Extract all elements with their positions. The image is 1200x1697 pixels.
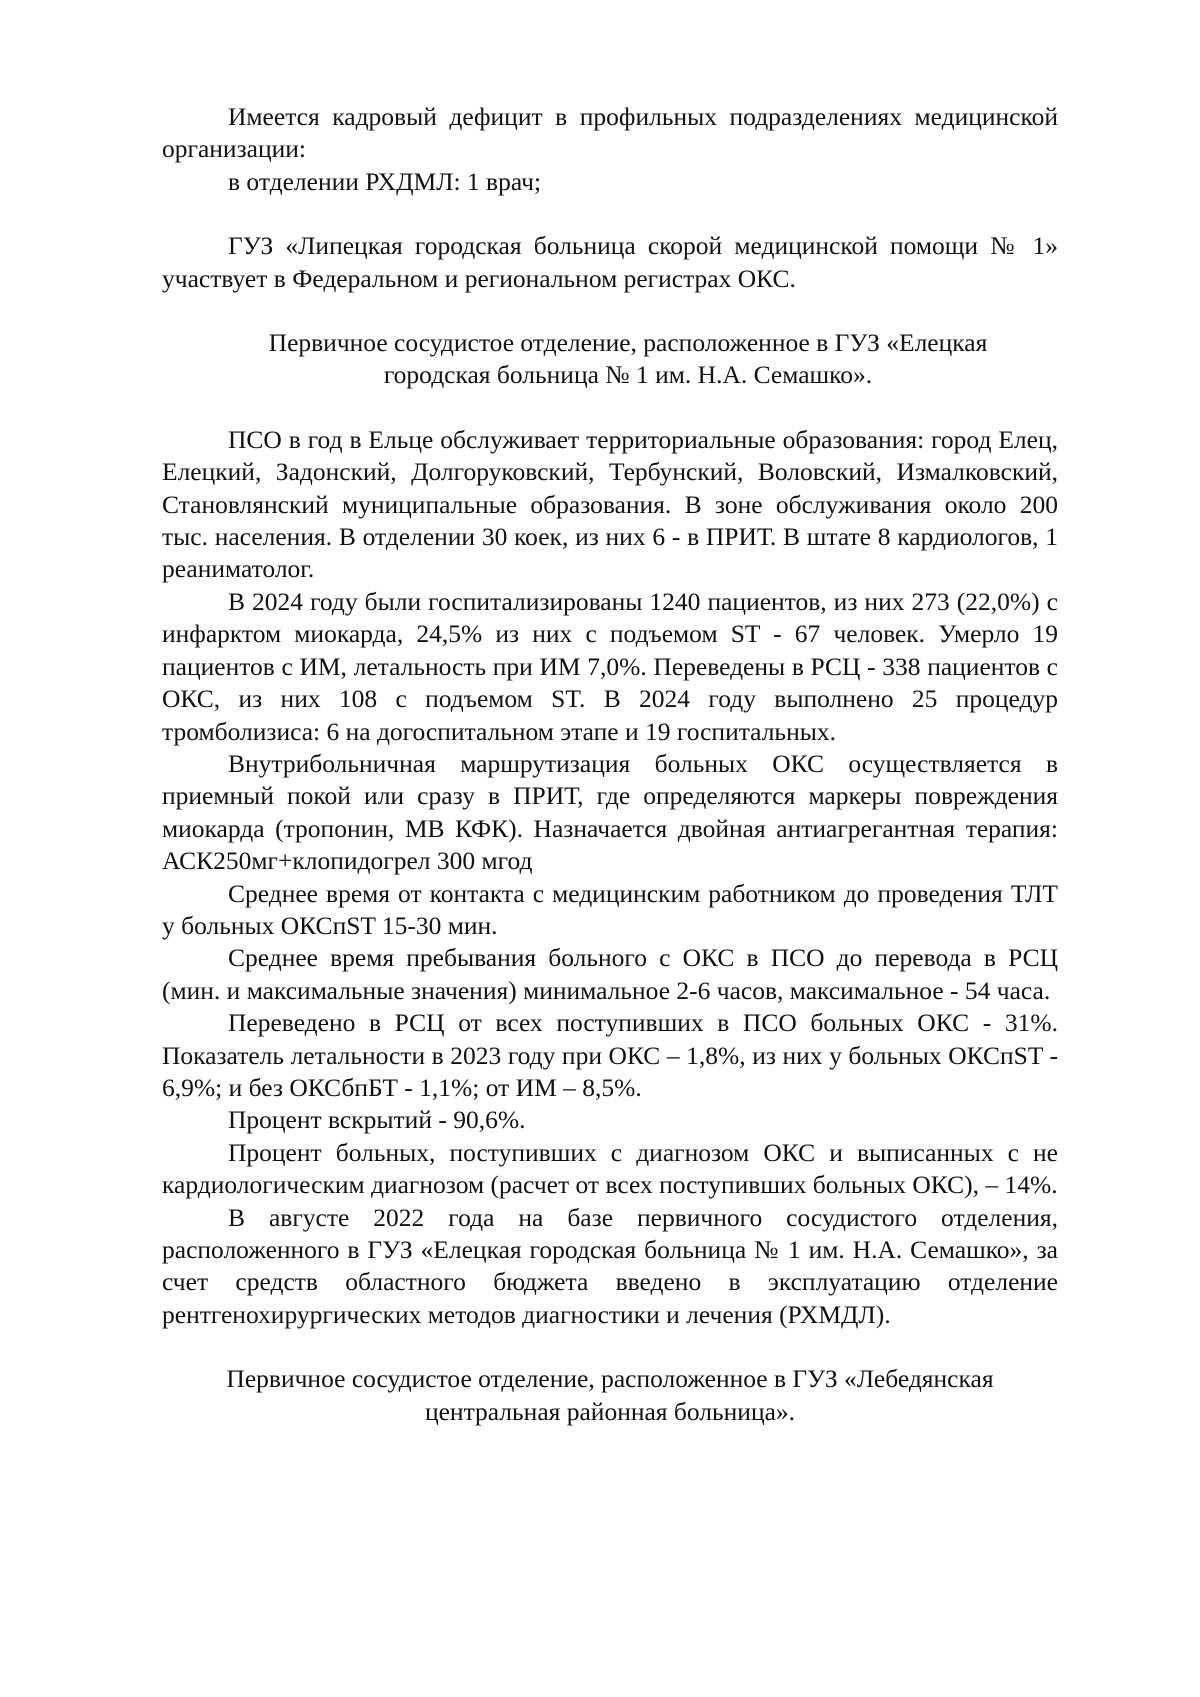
paragraph-hospitalization-stats: В 2024 году были госпитализированы 1240 пациентов, из них 273 (22,0%) с инфарктом миокарда, 24,5% из них с подъемом ST - 67 человек. Умерло 19 пациентов с ИМ, летальность при ИМ 7,0%. Переведены в РСЦ - 338 пациентов с ОКС, из них 108 с подъемом ST. В 2024 году выполнено 25 процедур тромболизиса: 6 на догоспитальном этапе и 19 госпитальных. — [162, 586, 1058, 746]
document-page — [162, 101, 1058, 1428]
spacer — [162, 295, 1058, 327]
paragraph-tlt-time: Среднее время от контакта с медицинским работником до проведения ТЛТ у больных ОКСпST 15-30 мин. — [162, 878, 1058, 940]
paragraph-rhdml-deficit: в отделении РХДМЛ: 1 врач; — [228, 166, 542, 196]
spacer — [162, 198, 1058, 230]
heading-line: центральная районная больница». — [424, 1396, 796, 1426]
paragraph-registry-participation: ГУЗ «Липецкая городская больница скорой медицинской помощи № 1» участвует в Федеральном и региональном регистрах ОКС. — [162, 231, 1058, 293]
spacer — [162, 392, 1058, 424]
paragraph-staff-deficit: Имеется кадровый дефицит в профильных подразделениях медицинской организации: — [162, 102, 1058, 164]
paragraph-service-area: ПСО в год в Ельце обслуживает территориальные образования: город Елец, Елецкий, Задонский, Долгоруковский, Тербунский, Воловский, Измалковский, Становлянский муниципальные образования. В зоне обслуживания около 200 тыс. населения. В отделении 30 коек, из них 6 - в ПРИТ. В штате 8 кардиологов, 1 реаниматолог. — [162, 424, 1058, 584]
paragraph-rhmdl-opening: В августе 2022 года на базе первичного сосудистого отделения, расположенного в ГУЗ «Елецкая городская больница № 1 им. Н.А. Семашко», за счет средств областного бюджета введено в эксплуатацию отделение рентгенохирургических методов диагностики и лечения (РХМДЛ). — [162, 1202, 1058, 1329]
paragraph-routing: Внутрибольничная маршрутизация больных ОКС осуществляется в приемный покой или сразу в ПРИТ, где определяются маркеры повреждения миокарда (тропонин, МВ КФК). Назначается двойная антиагрегантная терапия: АСК250мг+клопидогрел 300 мгод — [162, 748, 1058, 876]
spacer — [162, 1331, 1058, 1363]
section-heading-lebedyan — [162, 1363, 1058, 1428]
heading-line: городская больница № 1 им. Н.А. Семашко». — [383, 360, 873, 390]
heading-line: Первичное сосудистое отделение, расположенное в ГУЗ «Лебедянская — [226, 1364, 994, 1394]
paragraph-stay-time: Среднее время пребывания больного с ОКС в ПСО до перевода в РСЦ (мин. и максимальные значения) минимальное 2-6 часов, максимальное - 54 часа. — [162, 943, 1058, 1005]
paragraph-autopsy-rate: Процент вскрытий - 90,6%. — [228, 1105, 526, 1135]
section-heading-yelets — [162, 327, 1058, 392]
paragraph-transfer-mortality: Переведено в РСЦ от всех поступивших в ПСО больных ОКС - 31%. Показатель летальности в 2023 году при ОКС – 1,8%, из них у больных ОКСпST - 6,9%; и без ОКСбпБТ - 1,1%; от ИМ – 8,5%. — [162, 1008, 1058, 1102]
paragraph-non-cardio-discharge: Процент больных, поступивших с диагнозом ОКС и выписанных с не кардиологическим диагнозом (расчет от всех поступивших больных ОКС), – 14%. — [162, 1137, 1058, 1200]
heading-line: Первичное сосудистое отделение, расположенное в ГУЗ «Елецкая — [268, 328, 988, 358]
